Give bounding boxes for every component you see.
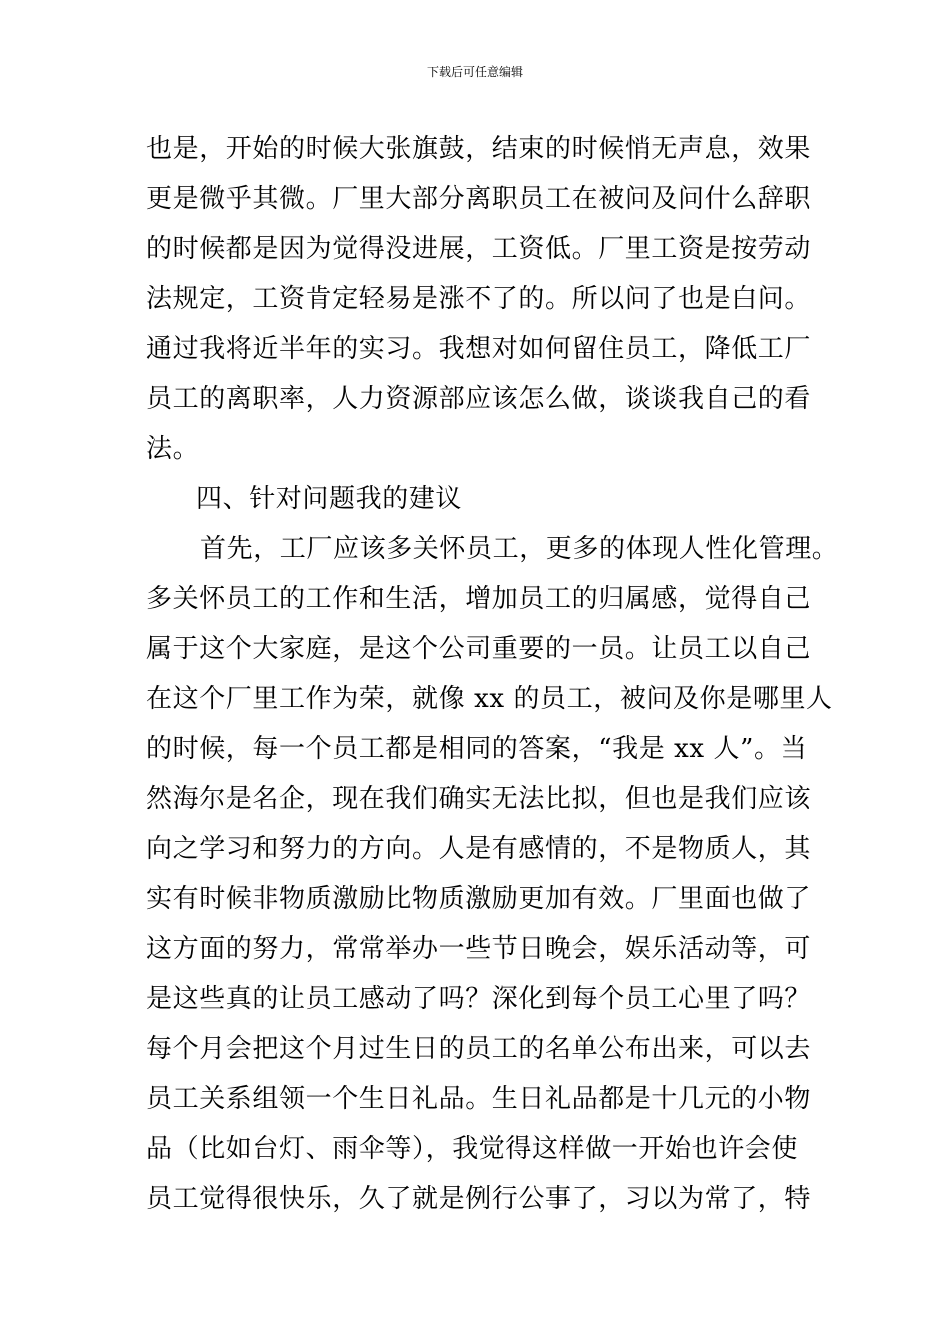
page-header: 下载后可任意编辑 [426,65,523,79]
body-line: 法规定，工资肯定轻易是涨不了的。所以问了也是白问。 [146,284,812,314]
body-line: 是这些真的让员工感动了吗？深化到每个员工心里了吗？ [146,984,812,1014]
body-line: 通过我将近半年的实习。我想对如何留住员工，降低工厂 [146,334,812,364]
body-line: 的时候都是因为觉得没进展，工资低。厂里工资是按劳动 [146,234,812,264]
body-line: 员工关系组领一个生日礼品。生日礼品都是十几元的小物 [146,1084,812,1114]
body-line: 在这个厂里工作为荣，就像 xx 的员工，被问及你是哪里人 [146,684,833,714]
body-line: 然海尔是名企，现在我们确实无法比拟，但也是我们应该 [146,784,812,814]
body-line: 每个月会把这个月过生日的员工的名单公布出来，可以去 [146,1034,812,1064]
body-line: 的时候，每一个员工都是相同的答案，“我是 xx 人”。当 [146,734,808,764]
body-line: 员工觉得很快乐，久了就是例行公事了，习以为常了，特 [146,1184,812,1214]
body-line: 品（比如台灯、雨伞等），我觉得这样做一开始也许会使 [146,1134,799,1164]
body-line: 实有时候非物质激励比物质激励更加有效。厂里面也做了 [146,884,812,914]
body-line: 更是微乎其微。厂里大部分离职员工在被问及问什么辞职 [146,184,812,214]
body-line: 属于这个大家庭，是这个公司重要的一员。让员工以自己 [146,634,812,664]
body-line: 也是，开始的时候大张旗鼓，结束的时候悄无声息，效果 [146,134,812,164]
body-line: 多关怀员工的工作和生活，增加员工的归属感，觉得自己 [146,584,812,614]
body-line: 首先，工厂应该多关怀员工，更多的体现人性化管理。 [200,534,839,564]
body-line: 员工的离职率，人力资源部应该怎么做，谈谈我自己的看 [146,384,812,414]
body-line: 向之学习和努力的方向。人是有感情的，不是物质人，其 [146,834,812,864]
section-heading: 四、针对问题我的建议 [196,484,463,514]
body-line: 法。 [146,434,200,464]
body-line: 这方面的努力，常常举办一些节日晚会，娱乐活动等，可 [146,934,812,964]
